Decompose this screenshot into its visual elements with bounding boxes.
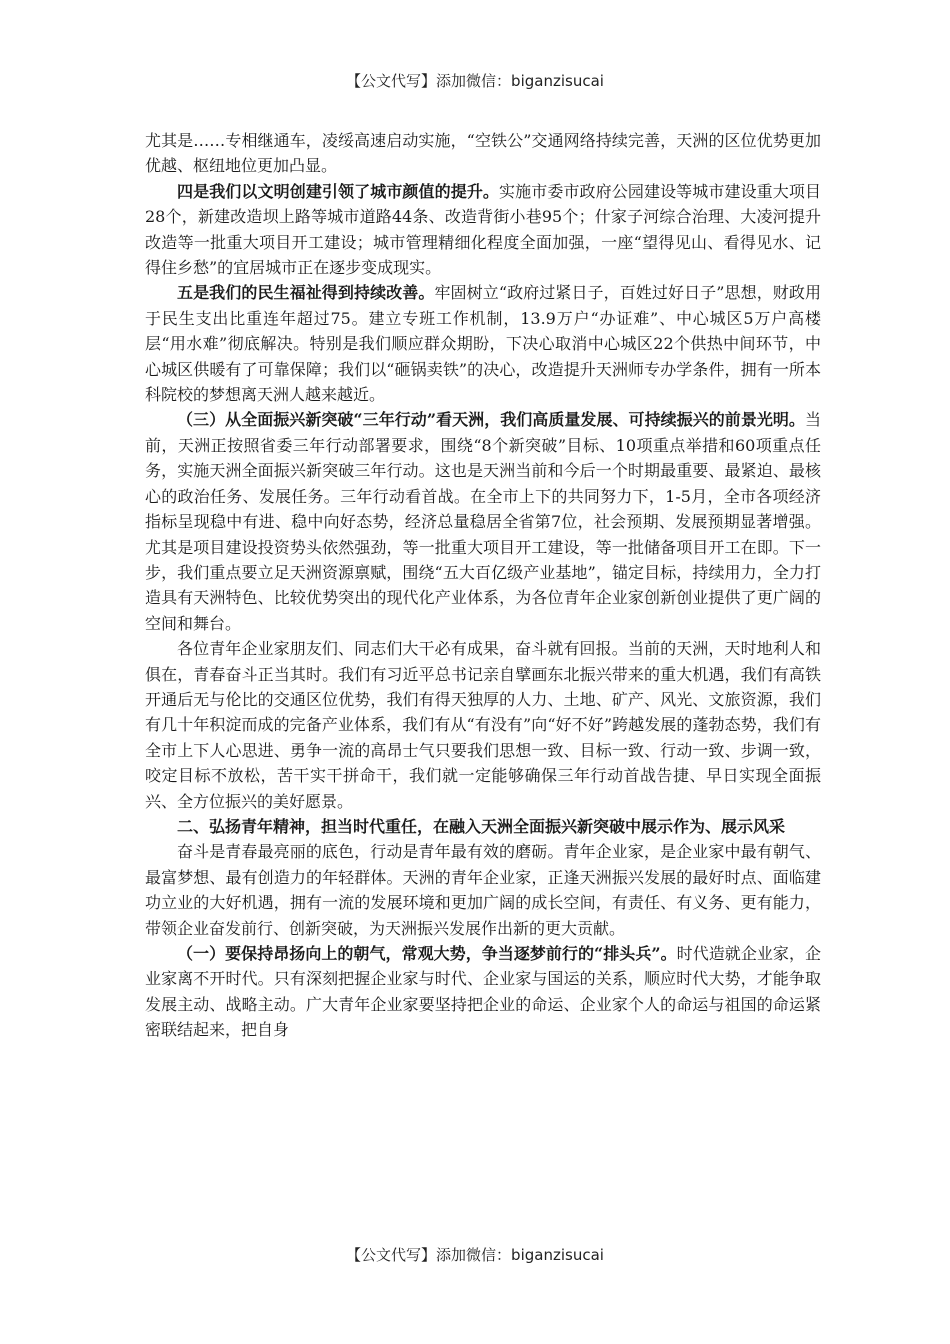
paragraph-heading: 四是我们以文明创建引领了城市颜值的提升。	[177, 181, 500, 201]
paragraph-7: 奋斗是青春最亮丽的底色，行动是青年最有效的磨砺。青年企业家，是企业家中最有朝气、最富梦想、最有创造力的年轻群体。天洲的青年企业家，正逢天洲振兴发展的最好时点、面临建功立业的大好机遇，拥有一流的发展环境和更加广阔的成长空间，有责任、有义务、更有能力，带领企业奋发前行、创新突破，为天洲振兴发展作出新的更大贡献。	[145, 842, 821, 938]
section-heading: 二、弘扬青年精神，担当时代重任，在融入天洲全面振兴新突破中展示作为、展示风采	[177, 816, 786, 836]
paragraph-heading: 五是我们的民生福祉得到持续改善。	[177, 283, 435, 303]
paragraph-heading: （三）从全面振兴新突破“三年行动”看天洲，我们高质量发展、可持续振兴的前景光明。	[177, 410, 805, 430]
page-header: 【公文代写】添加微信：biganzisucai	[346, 72, 604, 90]
document-body	[145, 128, 821, 1043]
paragraph-heading: （一）要保持昂扬向上的朝气，常观大势，争当逐梦前行的“排头兵”。	[177, 944, 677, 963]
paragraph-2: 四是我们以文明创建引领了城市颜值的提升。实施市委市政府公园建设等城市建设重大项目28个，新建改造坝上路等城市道路44条、改造背街小巷95个；什家子河综合治理、大凌河提升改造等一批重大项目开工建设；城市管理精细化程度全面加强，一座“望得见山、看得见水、记得住乡愁”的宜居城市正在逐步变成现实。	[145, 181, 821, 278]
paragraph-4: （三）从全面振兴新突破“三年行动”看天洲，我们高质量发展、可持续振兴的前景光明。当前，天洲正按照省委三年行动部署要求，围绕“8个新突破”目标、10项重点举措和60项重点任务，实施天洲全面振兴新突破三年行动。这也是天洲当前和今后一个时期最重要、最紧迫、最核心的政治任务、发展任务。三年行动看首战。在全市上下的共同努力下，1-5月，全市各项经济指标呈现稳中有进、稳中向好态势，经济总量稳居全省第7位，社会预期、发展预期显著增强。尤其是项目建设投资势头依然强劲，等一批重大项目开工建设，等一批储备项目开工在即。下一步，我们重点要立足天洲资源禀赋，围绕“五大百亿级产业基地”，锚定目标，持续用力，全力打造具有天洲特色、比较优势突出的现代化产业体系，为各位青年企业家创新创业提供了更广阔的空间和舞台。	[145, 410, 821, 633]
paragraph-5: 各位青年企业家朋友们、同志们大干必有成果，奋斗就有回报。当前的天洲，天时地利人和俱在，青春奋斗正当其时。我们有习近平总书记亲自擘画东北振兴带来的重大机遇，我们有高铁开通后无与伦比的交通区位优势，我们有得天独厚的人力、土地、矿产、风光、文旅资源，我们有几十年积淀而成的完备产业体系，我们有从“有没有”向“好不好”跨越发展的蓬勃态势，我们有全市上下人心思进、勇争一流的高昂士气只要我们思想一致、目标一致、行动一致、步调一致，咬定目标不放松，苦干实干拼命干，我们就一定能够确保三年行动首战告捷、早日实现全面振兴、全方位振兴的美好愿景。	[145, 639, 821, 811]
paragraph-8: （一）要保持昂扬向上的朝气，常观大势，争当逐梦前行的“排头兵”。时代造就企业家，企业家离不开时代。只有深刻把握企业家与时代、企业家与国运的关系，顺应时代大势，才能争取发展主动、战略主动。广大青年企业家要坚持把企业的命运、企业家个人的命运与祖国的命运紧密联结起来，把自身	[145, 944, 821, 1040]
paragraph-1: 尤其是……专相继通车，凌绥高速启动实施，“空铁公”交通网络持续完善，天洲的区位优势更加优越、枢纽地位更加凸显。	[145, 131, 821, 176]
paragraph-3: 五是我们的民生福祉得到持续改善。牢固树立“政府过紧日子，百姓过好日子”思想，财政用于民生支出比重连年超过75。建立专班工作机制，13.9万户“办证难”、中心城区5万户高楼层“用水难”彻底解决。特别是我们顺应群众期盼，下决心取消中心城区22个供热中间环节，中心城区供暖有了可靠保障；我们以“砸锅卖铁”的决心，改造提升天洲师专办学条件，拥有一所本科院校的梦想离天洲人越来越近。	[145, 283, 821, 405]
page-footer: 【公文代写】添加微信：biganzisucai	[346, 1246, 604, 1264]
